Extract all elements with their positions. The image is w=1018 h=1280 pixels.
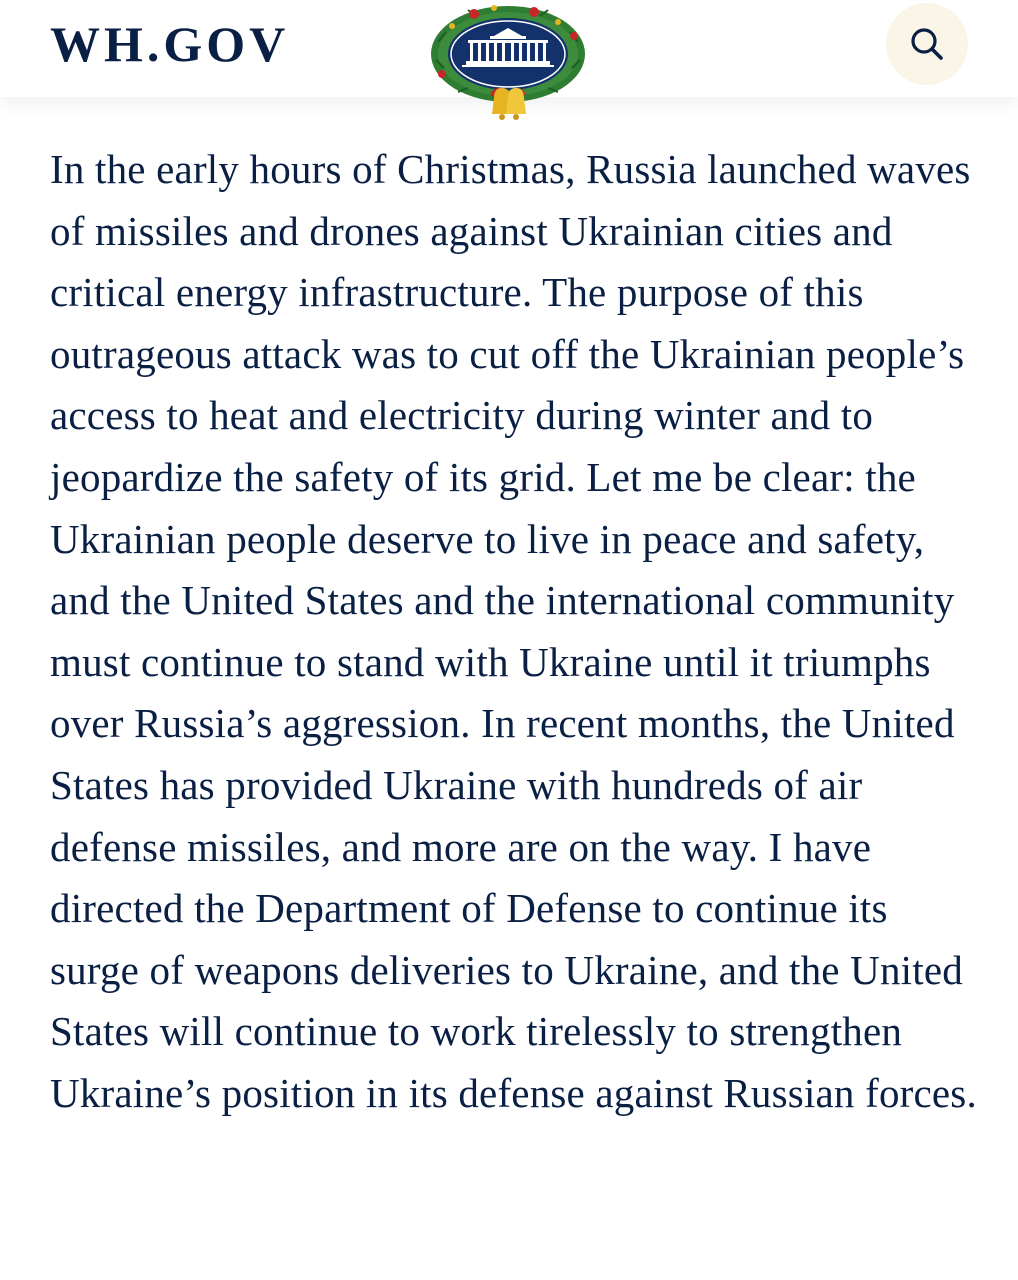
site-logo-link[interactable]: WH.GOV bbox=[50, 16, 290, 72]
search-button[interactable] bbox=[886, 3, 968, 85]
search-icon bbox=[910, 27, 944, 61]
site-header bbox=[0, 0, 1018, 97]
statement-paragraph: In the early hours of Christmas, Russia launched waves of missiles and drones against Ukrainian cities and critical energy infrastructure. The purpose of this outrageous attack was to cut off the Ukrainian people’s access to heat and electricity during winter and to jeopardize the safety of its grid. Let me be clear: the Ukrainian people deserve to live in peace and safety, and the United States and the international community must continue to stand with Ukraine until it triumphs over Russia’s aggression. In recent months, the United States has provided Ukraine with hundreds of air defense missiles, and more are on the way. I have directed the Department of Defense to continue its surge of weapons deliveries to Ukraine, and the United States will continue to work tirelessly to strengthen Ukraine’s position in its defense against Russian forces. bbox=[50, 146, 977, 1116]
white-house-wreath-seal-icon[interactable] bbox=[428, 2, 588, 126]
